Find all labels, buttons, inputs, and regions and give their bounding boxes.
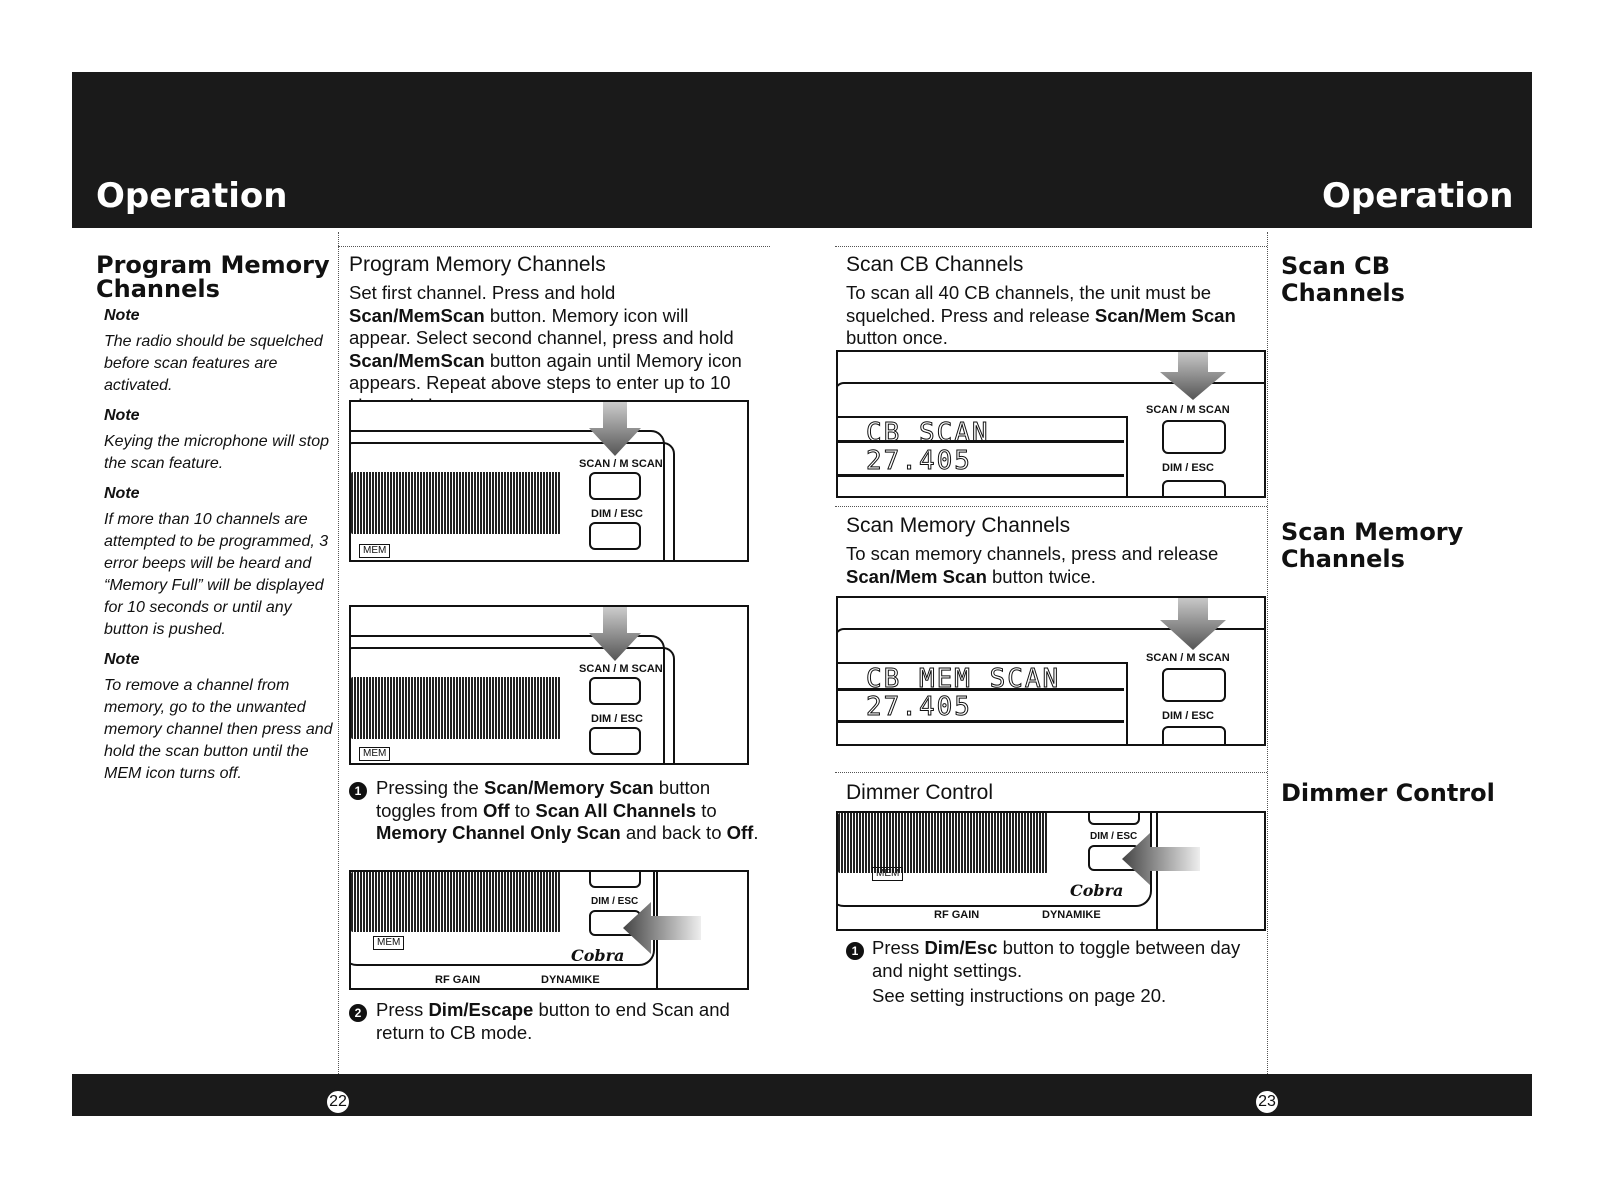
lcd-rule [836,440,1124,443]
dim-label: DIM / ESC [1162,462,1214,474]
right-sidebar-heading-dimmer: Dimmer Control [1281,779,1495,807]
scan-button [589,677,641,705]
scan-button [589,472,641,500]
lcd-line-2: 27.405 [866,446,972,476]
dim-button [1162,480,1226,498]
dimmer-step-1-bullet: 1 [846,942,864,960]
page-number-left: 22 [325,1089,351,1115]
left-arrow-icon [621,900,701,956]
left-arrow-icon [1120,831,1200,887]
divider-left [338,232,339,1074]
radio-figure-2 [349,605,749,765]
dim-button [589,522,641,550]
radio-figure-scan-cb [836,350,1266,498]
mem-icon: MEM [872,867,903,881]
scan-button [1088,811,1140,825]
rf-gain-label: RF GAIN [934,909,980,921]
dim-label: DIM / ESC [591,508,643,520]
notes-list [104,307,334,785]
lcd-rule [836,474,1124,477]
brand-logo: Cobra [571,946,625,965]
step-2-text: Press Dim/Escape button to end Scan and return to CB mode. [376,999,730,1043]
mem-icon: MEM [359,544,390,558]
scan-label: SCAN / M SCAN [1146,652,1230,664]
dimmer-step-1-text: Press Dim/Esc button to toggle between day and night settings. [872,937,1241,981]
dimmer-see-note: See setting instructions on page 20. [872,985,1167,1006]
divider-top-right [835,246,1267,247]
radio-figure-scan-mem [836,596,1266,746]
right-sidebar-heading-scan-cb: Scan CB Channels [1281,252,1405,307]
right-page-title: Operation [1322,176,1514,216]
left-page-title: Operation [96,176,288,216]
scan-mem-body: To scan memory channels, press and release Scan/Mem Scan button twice. [846,543,1219,587]
dimmer-heading: Dimmer Control [846,781,994,804]
program-memory-heading: Program Memory Channels [349,253,606,276]
lcd-rule [836,688,1124,691]
note-label: Note [104,485,140,502]
scan-label: SCAN / M SCAN [579,663,663,675]
dim-label: DIM / ESC [1090,831,1138,842]
scan-button [1162,668,1226,702]
lcd-rule [836,720,1124,723]
note-label: Note [104,651,140,668]
brand-logo: Cobra [1070,881,1124,900]
note-label: Note [104,407,140,424]
divider-mid-right [835,506,1267,507]
divider-low-right [835,772,1267,773]
note-text: If more than 10 channels are attempted to be programmed, 3 error beeps will be heard and “Memory Full” will be displayed for 10 seconds or until any button is pushed. [104,511,329,638]
down-arrow-icon [1158,596,1228,652]
lcd-line-1: CB MEM SCAN [866,664,1061,694]
page-number-right: 23 [1254,1089,1280,1115]
program-memory-body: Set first channel. Press and hold Scan/MemScan button. Memory icon will appear. Select second channel, press and hold Scan/MemScan button again until Memory icon appears. Repeat above steps to enter up to 10 [349,282,742,393]
dim-button [1162,726,1226,746]
radio-figure-1 [349,400,749,562]
dim-label: DIM / ESC [591,896,639,907]
scan-button [1162,420,1226,454]
down-arrow-icon [587,607,643,663]
lcd-display [351,677,561,739]
step-1-bullet: 1 [349,782,367,800]
lcd-line-2: 27.405 [866,692,972,722]
mem-icon: MEM [359,747,390,761]
note-text: The radio should be squelched before scan features are activated. [104,333,323,394]
scan-cb-body: To scan all 40 CB channels, the unit must be squelched. Press and release Scan/Mem Scan button once. [846,282,1236,348]
radio-figure-dimmer [836,811,1266,931]
scan-label: SCAN / M SCAN [579,458,663,470]
scan-button [589,870,641,888]
divider-top-left [338,246,770,247]
step-1-text: Pressing the Scan/Memory Scan button toggles from Off to Scan All Channels to Memory Channel Only Scan and back to Off. [376,777,759,843]
scan-mem-heading: Scan Memory Channels [846,514,1071,537]
down-arrow-icon [587,402,643,458]
note-label: Note [104,307,140,324]
mem-icon: MEM [373,936,404,950]
scan-cb-heading: Scan CB Channels [846,253,1024,276]
left-sidebar-heading: Program Memory Channels [96,251,330,303]
dim-label: DIM / ESC [591,713,643,725]
dynamike-label: DYNAMIKE [541,974,600,986]
lcd-line-1: CB SCAN [866,418,990,448]
scan-label: SCAN / M SCAN [1146,404,1230,416]
dim-button [589,727,641,755]
footer-bar [72,1074,1532,1116]
radio-figure-3 [349,870,749,990]
dynamike-label: DYNAMIKE [1042,909,1101,921]
divider-right [1267,232,1268,1074]
note-text: Keying the microphone will stop the scan feature. [104,433,330,472]
header-bar [72,72,1532,228]
note-text: To remove a channel from memory, go to the unwanted memory channel then press and hold the scan button until the MEM icon turns off. [104,677,333,782]
lcd-display [351,472,561,534]
down-arrow-icon [1158,350,1228,402]
rf-gain-label: RF GAIN [435,974,481,986]
dim-label: DIM / ESC [1162,710,1214,722]
step-2-bullet: 2 [349,1004,367,1022]
right-sidebar-heading-scan-mem: Scan Memory Channels [1281,518,1464,573]
